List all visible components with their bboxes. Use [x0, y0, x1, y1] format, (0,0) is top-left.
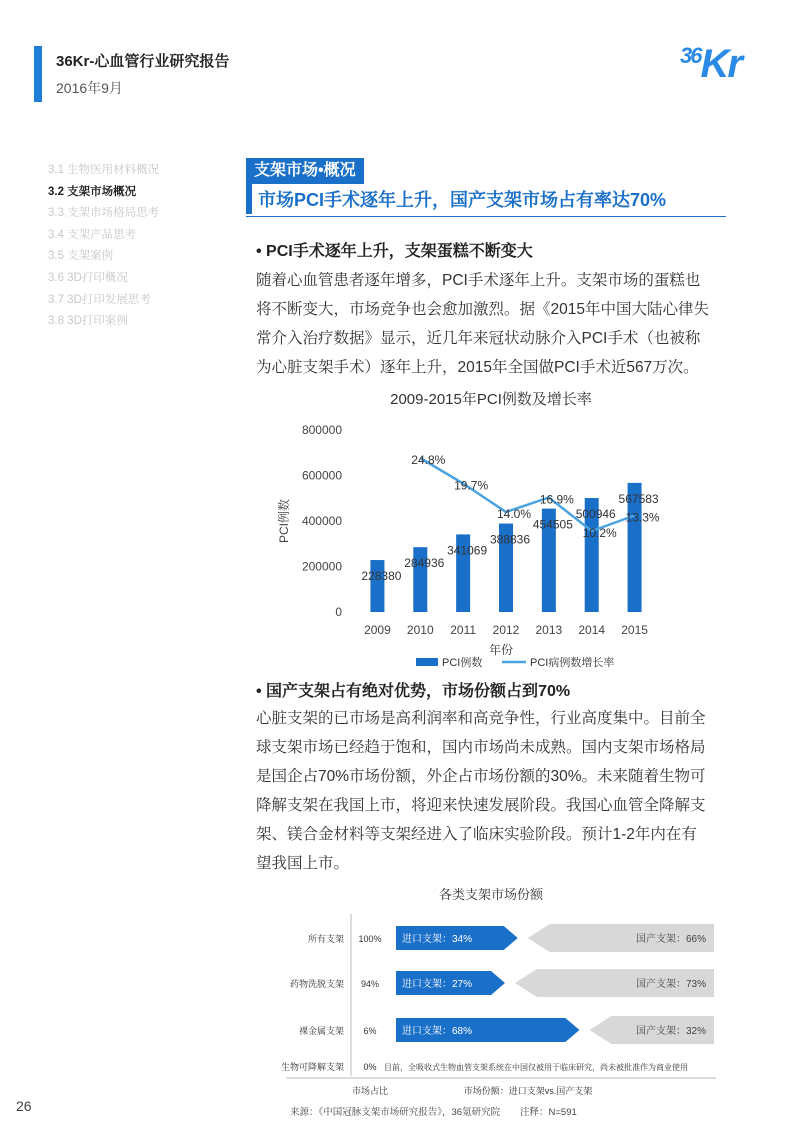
report-title: 36Kr-心血管行业研究报告: [56, 53, 230, 70]
paragraph-2-line: 降解支架在我国上市，将迎来快速发展阶段。我国心血管全降解支: [256, 797, 706, 814]
row-note: 目前，全吸收式生物血管支架系统在中国仅被用于临床研究，尚未被批准作为商业使用: [384, 1063, 688, 1072]
nav-item[interactable]: 3.7 3D打印发展思考: [48, 293, 151, 306]
paragraph-1-line: 为心脏支架手术）逐年上升，2015年全国做PCI手术近567万次。: [256, 359, 699, 376]
nav-item[interactable]: 3.3 支架市场格局思考: [48, 207, 160, 220]
bar-value-label: 284936: [404, 556, 445, 571]
bar: [370, 560, 384, 612]
bar-value-label: 500946: [575, 507, 616, 522]
domestic-label: 国产支架：32%: [635, 1026, 706, 1037]
row-market-share: 94%: [360, 979, 380, 989]
growth-label: 24.8%: [411, 453, 446, 467]
row-market-share: 0%: [363, 1062, 377, 1072]
bar-value-label: 341069: [447, 543, 488, 558]
nav-item[interactable]: 3.6 3D打印概况: [48, 271, 128, 284]
paragraph-2-line: 心脏支架的已市场是高利润率和高竞争性，行业高度集中。目前全: [256, 710, 706, 727]
chart1-title: 2009-2015年PCI例数及增长率: [390, 391, 592, 408]
section-tag: 支架市场•概况: [246, 158, 364, 184]
col-label-split: 市场份额：进口支架vs.国产支架: [463, 1086, 593, 1096]
row-category: 生物可降解支架: [280, 1062, 344, 1072]
divider-line: [246, 216, 726, 217]
row-category: 药物洗脱支架: [289, 979, 344, 989]
import-label: 进口支架：34%: [402, 934, 473, 945]
legend-bar-label: PCI例数: [442, 657, 483, 669]
paragraph-2: [256, 704, 726, 878]
pci-chart: [256, 410, 726, 676]
bar-value-label: 567583: [618, 491, 659, 506]
x-tick-label: 2013: [535, 623, 563, 637]
y-tick-label: 200000: [301, 559, 342, 574]
growth-label: 14.0%: [496, 507, 532, 521]
x-tick-label: 2009: [364, 623, 391, 637]
x-tick-label: 2010: [406, 623, 434, 637]
page-number: 26: [16, 1098, 32, 1114]
import-label: 进口支架：68%: [402, 1026, 473, 1037]
nav-item[interactable]: 3.1 生物医用材料概况: [48, 164, 160, 176]
bullet-heading-1: • PCI手术逐年上升，支架蛋糕不断变大: [256, 243, 533, 260]
bar-value-label: 228380: [361, 569, 402, 584]
paragraph-1-line: 常介入治疗数据》显示，近几年来冠状动脉介入PCI手术（也被称: [256, 330, 701, 347]
nav-item[interactable]: 3.5 支架案例: [48, 250, 114, 263]
chart2-title: 各类支架市场份额: [438, 887, 543, 902]
domestic-label: 国产支架：73%: [635, 979, 706, 990]
y-tick-label: 600000: [301, 468, 342, 483]
legend-line-label: PCI病例数增长率: [530, 657, 615, 669]
sample-note: 注释：N=591: [520, 1107, 577, 1118]
x-tick-label: 2011: [450, 623, 477, 637]
x-tick-label: 2014: [578, 623, 606, 637]
stent-share-chart: [256, 910, 726, 1100]
paragraph-2-line: 架、镁合金材料等支架经进入了临床实验阶段。预计1-2年内在有: [256, 826, 697, 843]
col-label-share: 市场占比: [351, 1086, 389, 1096]
paragraph-1-line: 将不断变大，市场竞争也会愈加激烈。据《2015年中国大陆心律失: [256, 301, 709, 318]
x-tick-label: 2012: [492, 623, 520, 637]
nav-item[interactable]: 3.4 支架产品思考: [48, 228, 137, 241]
growth-label: 16.9%: [539, 492, 574, 507]
paragraph-1-line: 随着心血管患者逐年增多，PCI手术逐年上升。支架市场的蛋糕也: [256, 272, 701, 289]
legend-bar-swatch: [416, 658, 438, 666]
logo: $^{36}$Kr: [680, 42, 741, 86]
row-category: 所有支架: [307, 934, 344, 944]
paragraph-1: [256, 266, 726, 382]
bar-value-label: 388836: [489, 532, 531, 547]
nav-item[interactable]: 3.8 3D打印案例: [48, 315, 128, 328]
report-date: 2016年9月: [56, 80, 123, 96]
import-label: 进口支架：27%: [402, 979, 473, 990]
bullet-heading-2: • 国产支架占有绝对优势，市场份额占到70%: [256, 683, 571, 700]
row-market-share: 6%: [363, 1026, 377, 1036]
row-market-share: 100%: [358, 934, 382, 944]
paragraph-2-line: 望我国上市。: [256, 855, 350, 872]
domestic-label: 国产支架：66%: [635, 934, 706, 945]
growth-label: 10.2%: [582, 526, 617, 540]
y-tick-label: 800000: [301, 423, 342, 437]
section-subtitle: 市场PCI手术逐年上升，国产支架市场占有率达70%: [258, 190, 667, 210]
header-accent-bar: [34, 46, 42, 102]
bar-value-label: 454505: [532, 517, 573, 532]
source-note: 来源：《中国冠脉支架市场研究报告》，36氪研究院: [290, 1107, 501, 1118]
y-axis-label: PCI例数: [277, 498, 291, 544]
subtitle-accent: [246, 184, 252, 214]
y-tick-label: 400000: [301, 514, 342, 528]
x-axis-label: 年份: [488, 643, 514, 657]
paragraph-2-line: 是国企占70%市场份额，外企占市场份额的30%。未来随着生物可: [256, 768, 706, 785]
growth-label: 19.7%: [454, 478, 489, 493]
row-category: 裸金属支架: [298, 1026, 344, 1036]
section-nav: [48, 160, 248, 333]
y-tick-label: 0: [335, 605, 342, 619]
nav-item[interactable]: 3.2 支架市场概况: [48, 185, 137, 198]
x-tick-label: 2015: [621, 623, 648, 637]
growth-label: 13.3%: [625, 510, 660, 525]
paragraph-2-line: 球支架市场已经趋于饱和，国内市场尚未成熟。国内支架市场格局: [256, 739, 706, 756]
